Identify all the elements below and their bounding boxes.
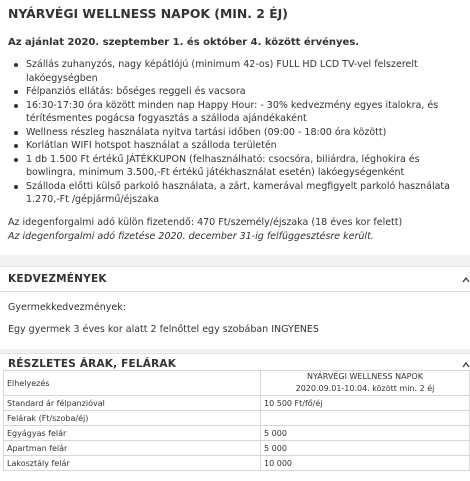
table-row — [4, 396, 470, 411]
discounts-subtitle: Gyermekkedvezmények: — [8, 302, 126, 313]
table-header-cell: Elhelyezés — [4, 371, 261, 396]
list-item: 1 db 1.500 Ft értékű JÁTÉKKUPON (felhasználható: csocsóra, biliárdra, léghokira és bowlingra, minimum 3.500,-Ft értékű játékhasználat esetén) lakóegységenként — [10, 153, 470, 180]
chevron-up-icon[interactable] — [462, 361, 470, 369]
prices-table — [3, 370, 470, 471]
table-cell: Standard ár félpanzióval — [4, 396, 261, 411]
chevron-up-icon[interactable] — [462, 276, 470, 284]
list-item: Wellness részleg használata nyitva tartási időben (09:00 - 18:00 óra között) — [10, 126, 470, 140]
package-name: NYÁRVÉGI WELLNESS NAPOK — [307, 372, 423, 381]
table-header-row — [4, 371, 470, 396]
list-item: Szálloda előtti külső parkoló használata, a zárt, kamerával megfigyelt parkoló használata 1.270,-Ft /gépjármű/éjszaka — [10, 180, 470, 207]
table-row — [4, 426, 470, 441]
list-item: Korlátlan WIFI hotspot használat a szálloda területén — [10, 139, 470, 153]
table-cell: 5 000 — [261, 441, 470, 456]
list-item: Szállás zuhanyzós, nagy képátlójú (minimum 42-os) FULL HD LCD TV-vel felszerelt lakóegységben — [10, 58, 470, 85]
table-cell: 10 500 Ft/fő/éj — [261, 396, 470, 411]
offer-features-list — [10, 58, 470, 207]
table-cell: Lakosztály felár — [4, 456, 261, 471]
table-cell: 10 000 — [261, 456, 470, 471]
tax-note-block — [8, 216, 468, 243]
table-row — [4, 411, 470, 426]
table-cell: Apartman felár — [4, 441, 261, 456]
table-row — [4, 456, 470, 471]
table-cell: 5 000 — [261, 426, 470, 441]
list-item: Félpanziós ellátás: bőséges reggeli és vacsora — [10, 85, 470, 99]
table-row — [4, 441, 470, 456]
discounts-text: Egy gyermek 3 éves kor alatt 2 felnőttel egy szobában INGYENES — [8, 324, 319, 335]
tax-note: Az idegenforgalmi adó külön fizetendő: 470 Ft/személy/éjszaka (18 éves kor felett) — [8, 217, 403, 228]
table-header-cell — [261, 371, 470, 396]
table-cell — [261, 411, 470, 426]
table-cell: Egyágyas felár — [4, 426, 261, 441]
offer-title: NYÁRVÉGI WELLNESS NAPOK (MIN. 2 ÉJ) — [8, 6, 288, 21]
offer-validity: Az ajánlat 2020. szeptember 1. és október 4. között érvényes. — [8, 37, 360, 48]
discounts-title: KEDVEZMÉNYEK — [8, 273, 107, 285]
package-period: 2020.09.01-10.04. között min. 2 éj — [295, 384, 435, 393]
divider — [0, 291, 470, 292]
prices-title: RÉSZLETES ÁRAK, FELÁRAK — [8, 358, 177, 370]
list-item: 16:30-17:30 óra között minden nap Happy Hour: - 30% kedvezmény egyes italokra, és térítésmentes pogácsa fogyasztás a szálloda ajándékaként — [10, 99, 470, 126]
tax-note-suspended: Az idegenforgalmi adó fizetése 2020. december 31-ig felfüggesztésre került. — [8, 230, 374, 242]
table-cell: Felárak (Ft/szoba/éj) — [4, 411, 261, 426]
